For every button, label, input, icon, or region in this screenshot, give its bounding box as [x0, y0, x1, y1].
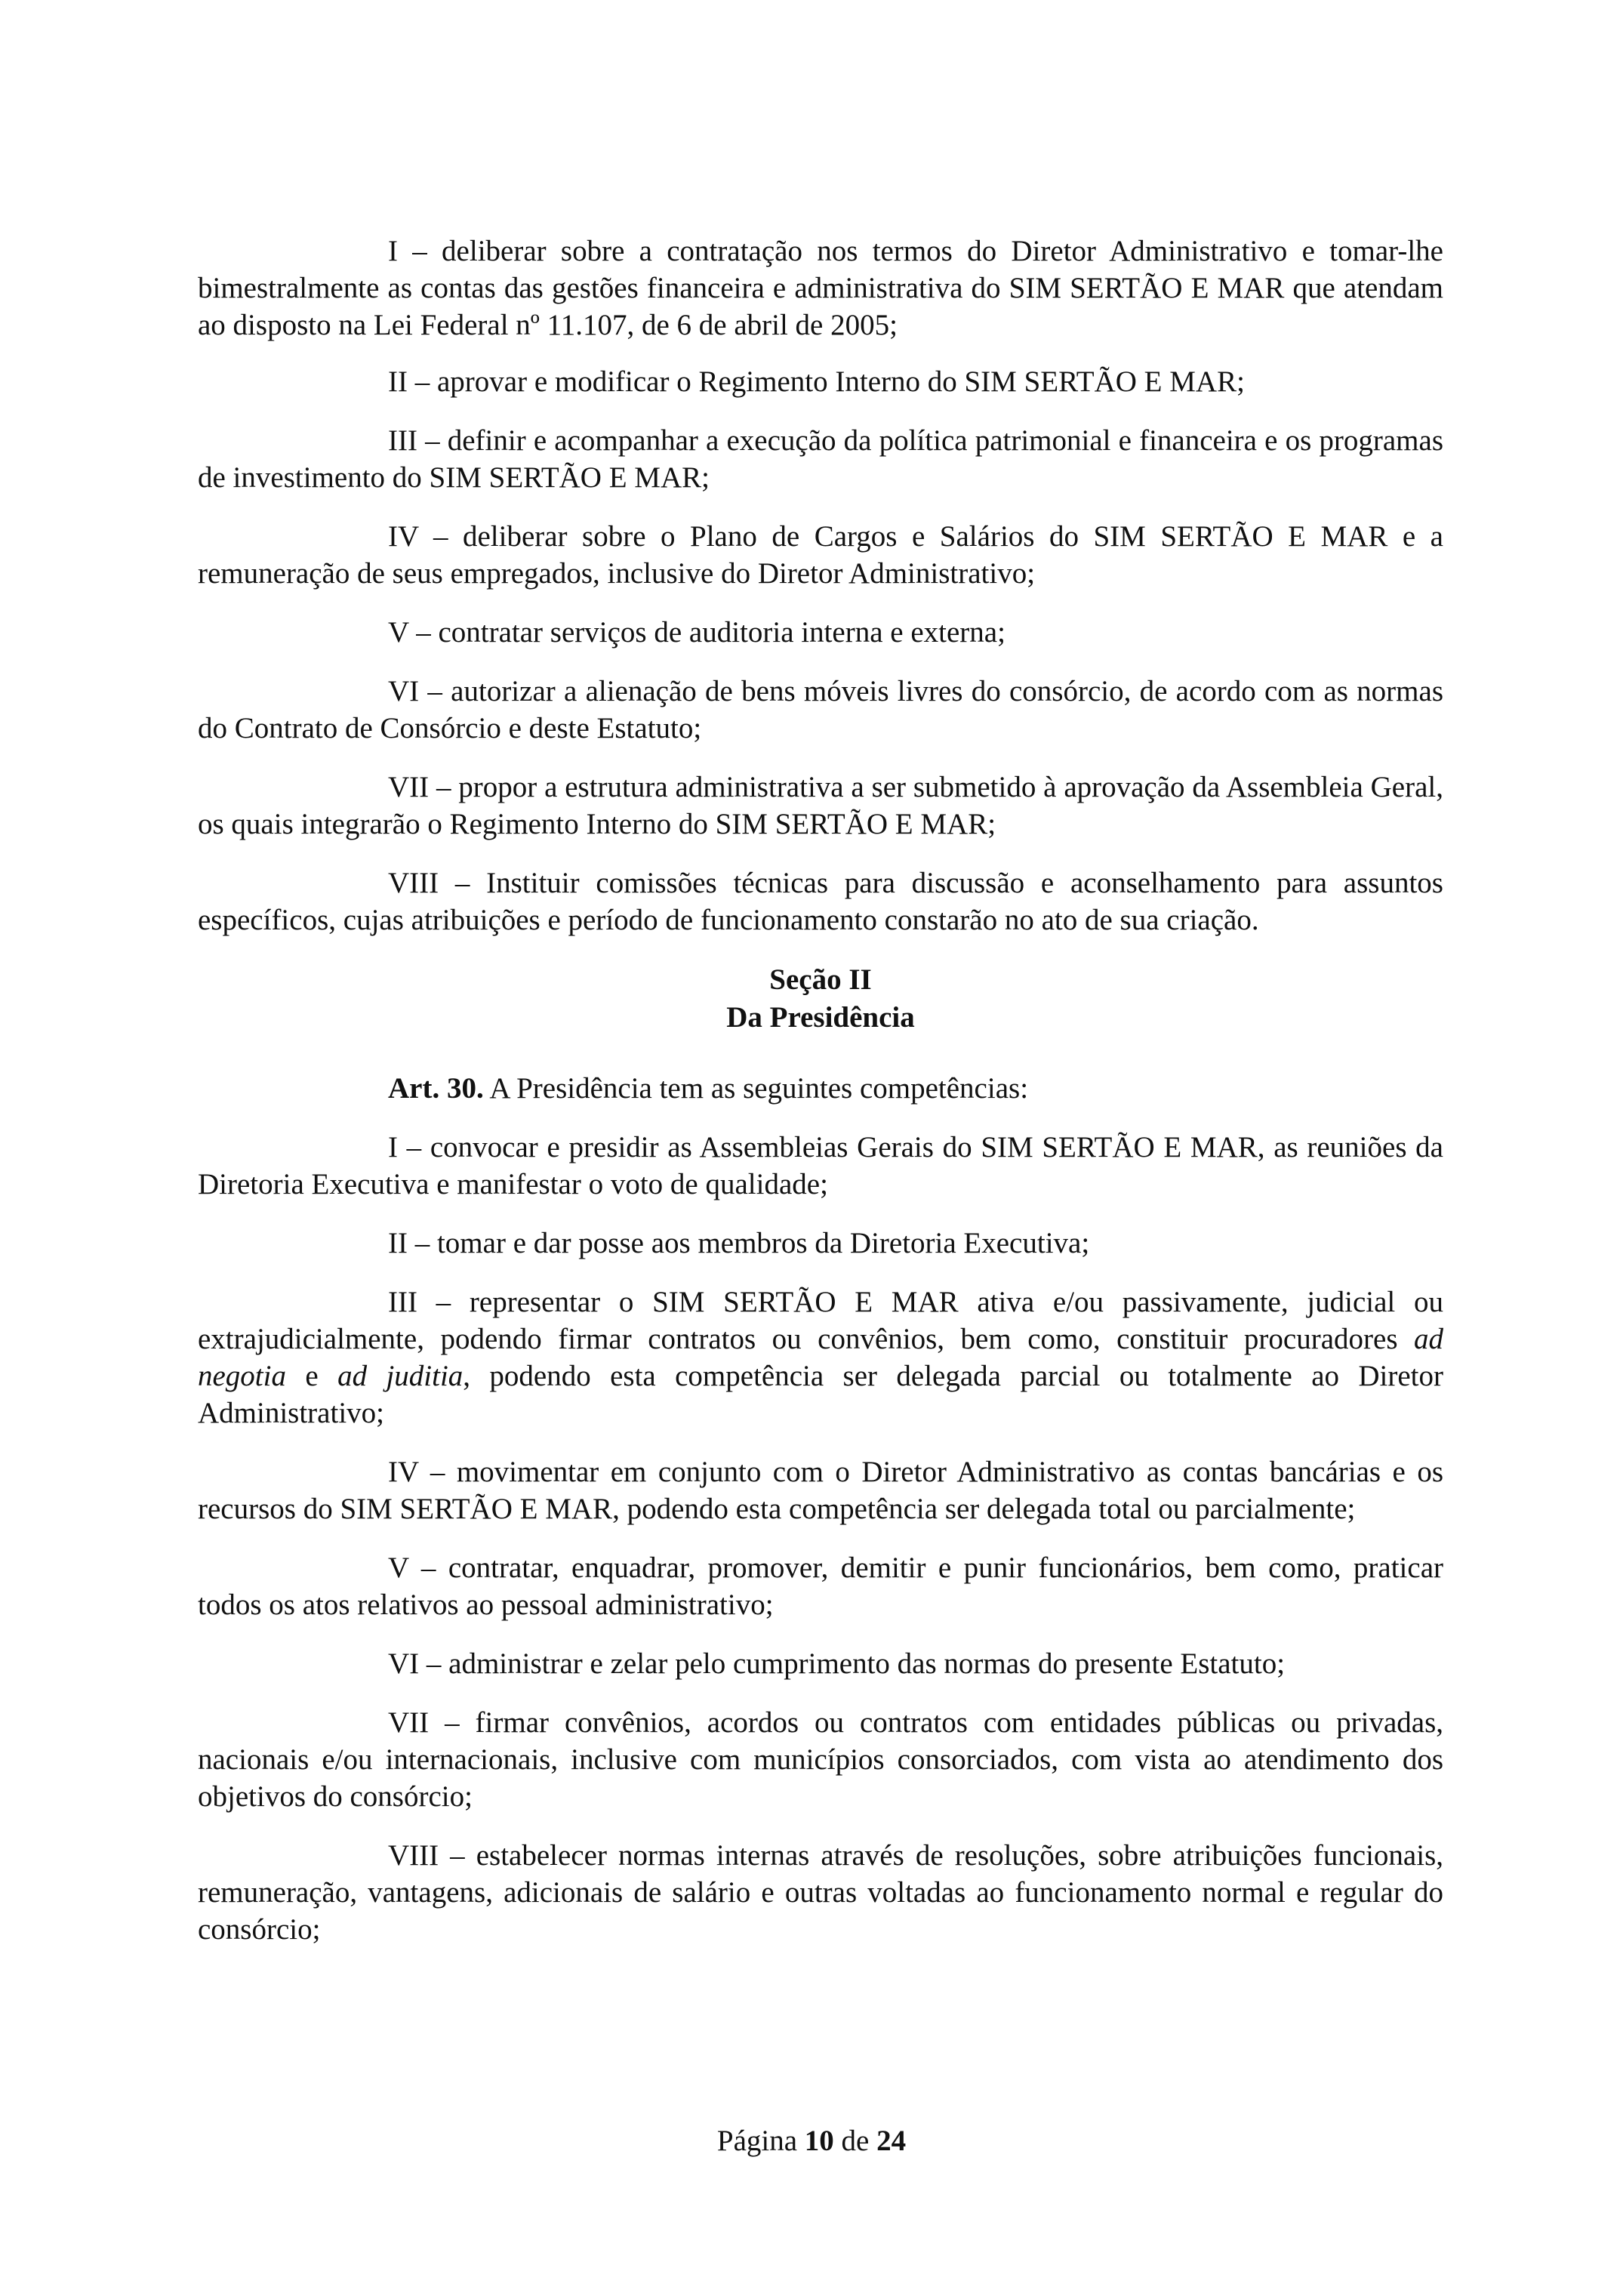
footer-prefix: Página: [716, 2125, 805, 2157]
art30-item-i: I – convocar e presidir as Assembleias Gerais do SIM SERTÃO E MAR, as reuniões da Diretoria Executiva e manifestar o voto de qualidade;: [198, 1131, 1443, 1200]
section-number: Seção II: [769, 963, 872, 996]
page-number-footer: [0, 2123, 1623, 2159]
item-iii-text-a: III – representar o SIM SERTÃO E MAR ativa e/ou passivamente, judicial ou extrajudicialmente, podendo firmar contratos ou convênios, bem como, constituir procuradores: [198, 1286, 1443, 1355]
item-iii-text-b: e: [285, 1360, 338, 1392]
art30-item-viii: VIII – estabelecer normas internas através de resoluções, sobre atribuições funcionais, remuneração, vantagens, adicionais de salário e outras voltadas ao funcionamento normal e regular do consórcio;: [198, 1839, 1443, 1946]
item-iii-politica: III – definir e acompanhar a execução da política patrimonial e financeira e os programas de investimento do SIM SERTÃO E MAR;: [198, 424, 1443, 494]
article-label: Art. 30.: [388, 1072, 484, 1105]
item-iii-text-c: , podendo esta competência ser delegada parcial ou totalmente ao Diretor Administrativo;: [198, 1360, 1444, 1429]
art30-item-vii: VII – firmar convênios, acordos ou contratos com entidades públicas ou privadas, nacionais e/ou internacionais, inclusive com municípios consorciados, com vista ao atendimento dos objetivos do consórcio;: [198, 1706, 1443, 1813]
art30-item-vi: VI – administrar e zelar pelo cumprimento das normas do presente Estatuto;: [388, 1647, 1286, 1680]
item-iii-italic-ad-negotia: ad negotia: [198, 1323, 1443, 1392]
item-iv-plano-cargos: IV – deliberar sobre o Plano de Cargos e Salários do SIM SERTÃO E MAR e a remuneração de seus empregados, inclusive do Diretor Administrativo;: [198, 520, 1443, 590]
footer-middle: de: [833, 2125, 877, 2157]
item-viii-comissoes: VIII – Instituir comissões técnicas para discussão e aconselhamento para assuntos específicos, cujas atribuições e período de funcionamento constarão no ato de sua criação.: [198, 867, 1443, 936]
art30-item-iv: IV – movimentar em conjunto com o Diretor Administrativo as contas bancárias e os recursos do SIM SERTÃO E MAR, podendo esta competência ser delegada total ou parcialmente;: [198, 1456, 1443, 1525]
item-ii-regimento: II – aprovar e modificar o Regimento Interno do SIM SERTÃO E MAR;: [388, 365, 1245, 398]
art30-item-ii: II – tomar e dar posse aos membros da Diretoria Executiva;: [388, 1227, 1090, 1259]
item-v-auditoria: V – contratar serviços de auditoria interna e externa;: [388, 616, 1006, 649]
document-page: [198, 233, 1443, 1970]
total-page-count: 24: [876, 2125, 907, 2157]
item-i-deliberar: I – deliberar sobre a contratação nos termos do Diretor Administrativo e tomar-lhe bimestralmente as contas das gestões financeira e administrativa do SIM SERTÃO E MAR que atendam ao disposto na Lei Federal nº 11.107, de 6 de abril de 2005;: [198, 235, 1443, 341]
item-vi-alienacao: VI – autorizar a alienação de bens móveis livres do consórcio, de acordo com as normas do Contrato de Consórcio e deste Estatuto;: [198, 675, 1443, 744]
section-heading: [198, 961, 1443, 1037]
art30-item-v: V – contratar, enquadrar, promover, demitir e punir funcionários, bem como, praticar todos os atos relativos ao pessoal administrativo;: [198, 1552, 1443, 1621]
article-text: A Presidência tem as seguintes competências:: [483, 1072, 1029, 1105]
art30-item-iii: [198, 1284, 1443, 1432]
section-title: Da Presidência: [726, 1001, 915, 1034]
article-30: [198, 1070, 1443, 1107]
item-iii-italic-ad-juditia: ad juditia: [337, 1360, 463, 1392]
current-page-number: 10: [804, 2125, 834, 2157]
item-vii-estrutura: VII – propor a estrutura administrativa a ser submetido à aprovação da Assembleia Geral, os quais integrarão o Regimento Interno do SIM SERTÃO E MAR;: [198, 771, 1443, 840]
